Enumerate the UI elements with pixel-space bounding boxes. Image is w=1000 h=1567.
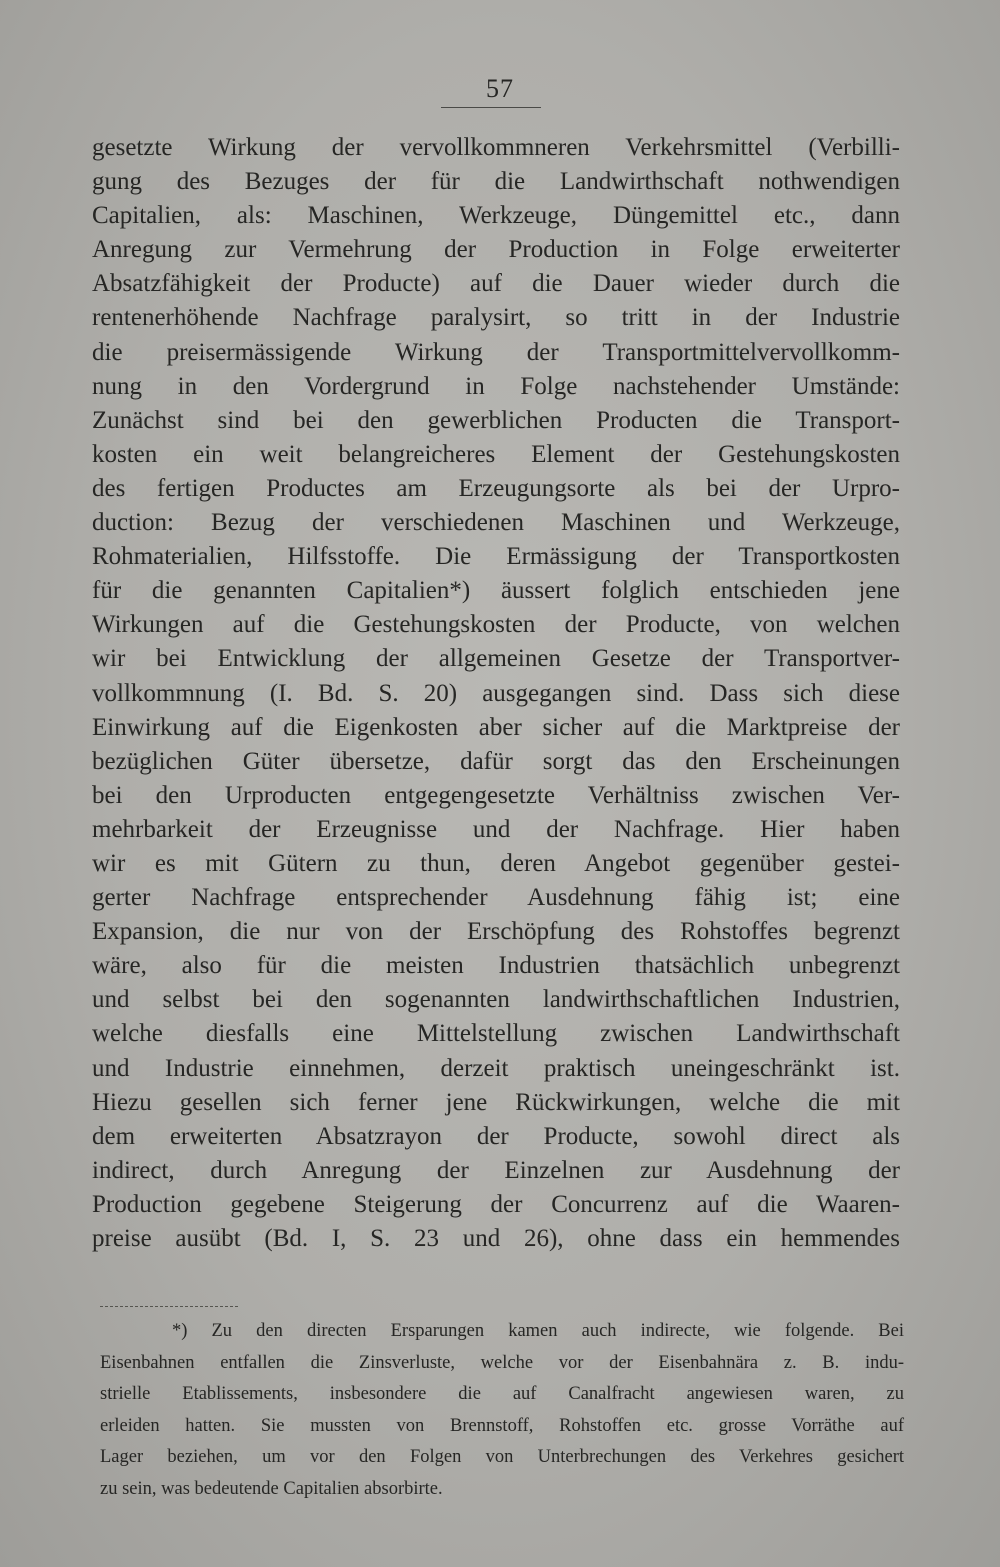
body-line: Production gegebene Steigerung der Concurrenz auf die Waaren- [92,1190,900,1218]
footnote-line: strielle Etablissements, insbesondere die auf Canalfracht angewiesen waren, zu [100,1384,904,1404]
body-line: Wirkungen auf die Gestehungskosten der Producte, von welchen [92,611,900,639]
body-line: Einwirkung auf die Eigenkosten aber sicher auf die Marktpreise der [92,713,900,741]
body-line: Anregung zur Vermehrung der Production in Folge erweiterter [92,236,900,264]
body-line: indirect, durch Anregung der Einzelnen zur Ausdehnung der [92,1156,900,1184]
body-line: und Industrie einnehmen, derzeit praktisch uneingeschränkt ist. [92,1054,900,1082]
body-line: gerter Nachfrage entsprechender Ausdehnung fähig ist; eine [92,884,900,912]
body-text [92,131,900,1256]
body-line: duction: Bezug der verschiedenen Maschinen und Werkzeuge, [92,509,900,537]
body-line: gung des Bezuges der für die Landwirthschaft nothwendigen [92,168,900,196]
body-line: nung in den Vordergrund in Folge nachstehender Umstände: [92,372,900,400]
body-line: Expansion, die nur von der Erschöpfung des Rohstoffes begrenzt [92,918,900,946]
body-line: kosten ein weit belangreicheres Element der Gestehungskosten [92,440,900,468]
body-line: Hiezu gesellen sich ferner jene Rückwirkungen, welche die mit [92,1088,900,1116]
body-line: Capitalien, als: Maschinen, Werkzeuge, Düngemittel etc., dann [92,202,900,230]
body-line: mehrbarkeit der Erzeugnisse und der Nachfrage. Hier haben [92,815,900,843]
body-line: die preisermässigende Wirkung der Transportmittelvervollkomm- [92,338,900,366]
body-line: des fertigen Productes am Erzeugungsorte als bei der Urpro- [92,474,900,502]
body-line: dem erweiterten Absatzrayon der Producte, sowohl direct als [92,1122,900,1150]
body-line: rentenerhöhende Nachfrage paralysirt, so tritt in der Industrie [92,304,900,332]
page-number-rule [441,107,541,108]
body-line: für die genannten Capitalien*) äussert folglich entschieden jene [92,577,900,605]
footnote-line: Lager beziehen, um vor den Folgen von Unterbrechungen des Verkehres gesichert [100,1447,904,1467]
footnote-line: Eisenbahnen entfallen die Zinsverluste, welche vor der Eisenbahnära z. B. indu- [100,1352,904,1373]
body-line: wäre, also für die meisten Industrien thatsächlich unbegrenzt [92,952,900,980]
body-line: gesetzte Wirkung der vervollkommneren Verkehrsmittel (Verbilli- [92,134,900,161]
body-line: vollkommnung (I. Bd. S. 20) ausgegangen sind. Dass sich diese [92,679,900,707]
body-line: wir es mit Gütern zu thun, deren Angebot gegenüber gestei- [92,849,900,877]
footnote-line: *) Zu den directen Ersparungen kamen auch indirecte, wie folgende. Bei [172,1321,904,1341]
body-line: Rohmaterialien, Hilfsstoffe. Die Ermässigung der Transportkosten [92,543,900,571]
body-line: und selbst bei den sogenannten landwirthschaftlichen Industrien, [92,986,900,1014]
body-line: bezüglichen Güter übersetze, dafür sorgt das den Erscheinungen [92,747,900,775]
body-line: wir bei Entwicklung der allgemeinen Gesetze der Transportver- [92,645,900,673]
footnote-rule [100,1306,238,1307]
body-line: bei den Urproducten entgegengesetzte Verhältniss zwischen Ver- [92,781,900,809]
footnote [100,1316,904,1505]
footnote-line: erleiden hatten. Sie mussten von Brennstoff, Rohstoffen etc. grosse Vorräthe auf [100,1415,904,1436]
body-line: welche diesfalls eine Mittelstellung zwischen Landwirthschaft [92,1020,900,1048]
page-number: 57 [486,74,514,103]
body-line: Absatzfähigkeit der Producte) auf die Dauer wieder durch die [92,270,900,298]
body-line: Zunächst sind bei den gewerblichen Producten die Transport- [92,406,900,434]
footnote-line: zu sein, was bedeutende Capitalien absorbirte. [100,1478,443,1499]
body-line: preise ausübt (Bd. I, S. 23 und 26), ohne dass ein hemmendes [92,1225,900,1252]
